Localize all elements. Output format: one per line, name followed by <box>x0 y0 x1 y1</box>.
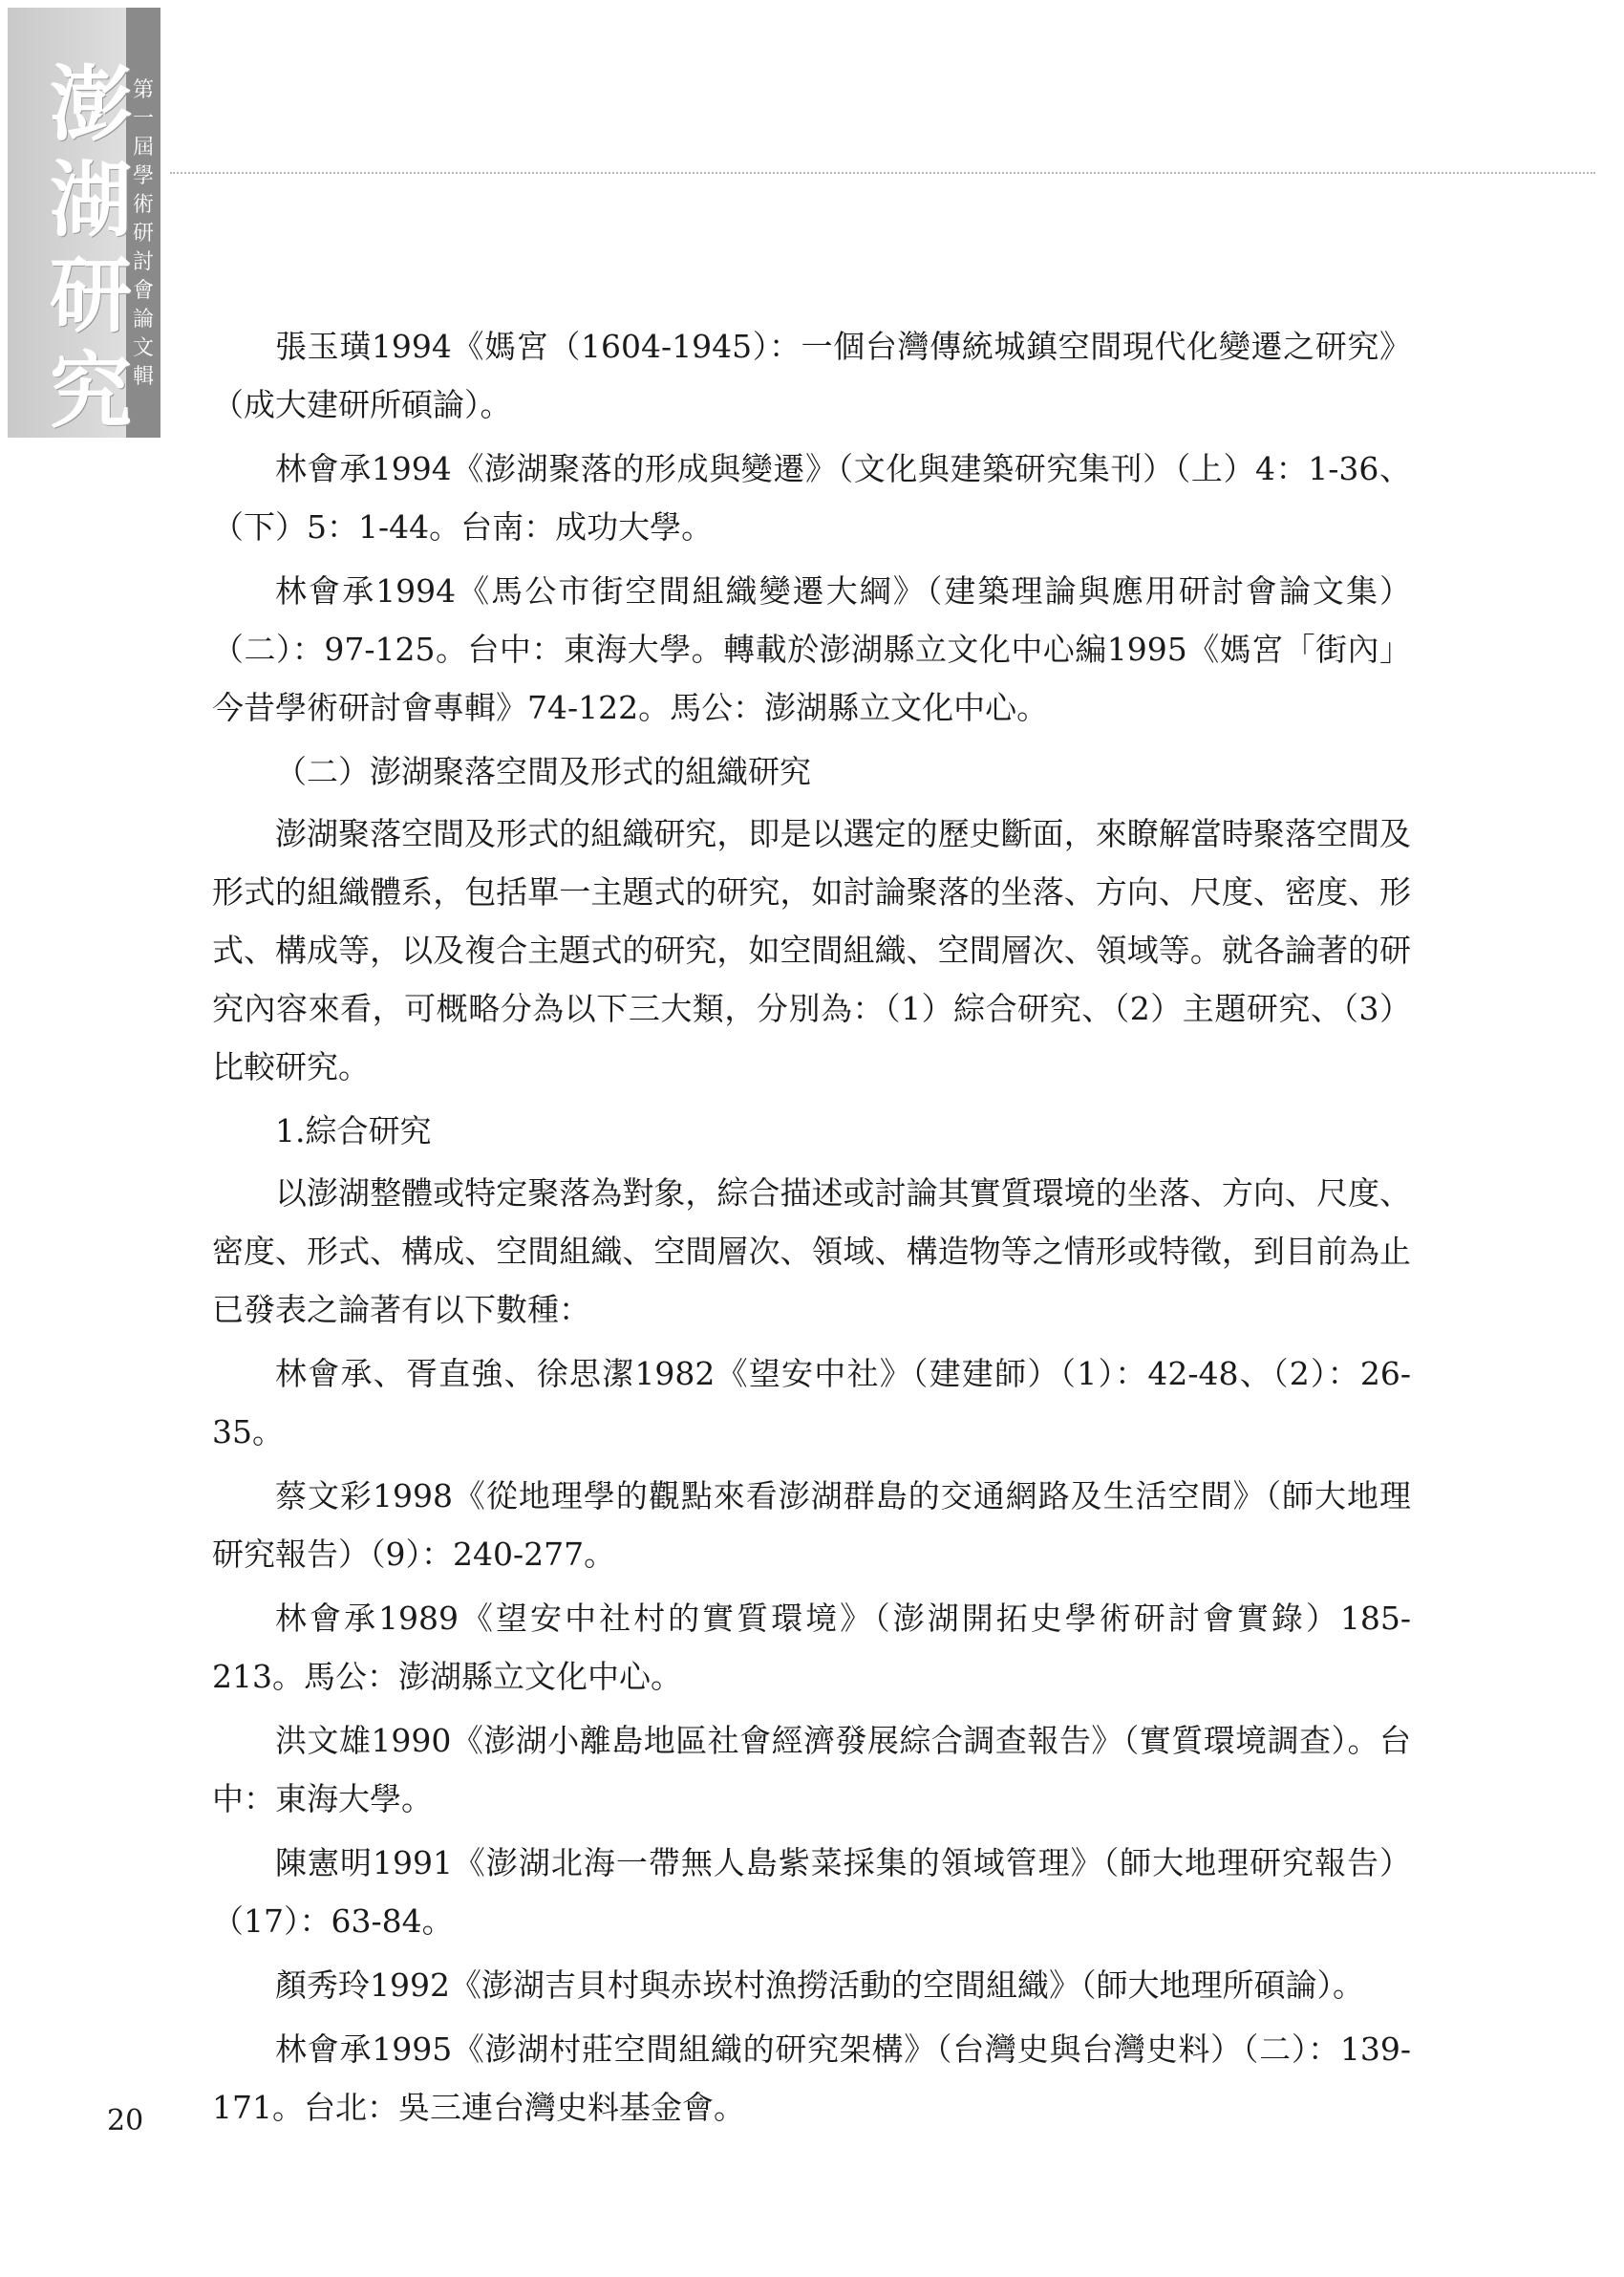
journal-title-char: 研 <box>50 247 132 344</box>
series-label-char: 學 <box>132 164 154 188</box>
series-label <box>129 76 158 392</box>
section-heading: （二）澎湖聚落空間及形式的組織研究 <box>275 753 811 790</box>
series-label-char: 第 <box>132 78 154 102</box>
reference-entry: 洪文雄1990《澎湖小離島地區社會經濟發展綜合調查報告》（實質環境調查）。台中：東海大學。 <box>212 1722 1411 1817</box>
reference-entry: 林會承1994《澎湖聚落的形成與變遷》（文化與建築研究集刊）（上）4：1-36、（下）5：1-44。台南：成功大學。 <box>212 450 1411 546</box>
reference-entry: 顏秀玲1992《澎湖吉貝村與赤崁村漁撈活動的空間組織》（師大地理所碩論）。 <box>275 1966 1364 2004</box>
reference-entry: 張玉璜1994《媽宮（1604-1945）：一個台灣傳統城鎮空間現代化變遷之研究》（成大建研所碩論）。 <box>212 328 1411 423</box>
reference-entry: 蔡文彩1998《從地理學的觀點來看澎湖群島的交通網路及生活空間》（師大地理研究報告）（9）：240-277。 <box>212 1477 1411 1573</box>
series-label-char: 論 <box>132 308 154 332</box>
subsection-heading: 1.綜合研究 <box>275 1112 432 1149</box>
series-label-char: 研 <box>132 222 154 246</box>
body-text <box>212 317 1411 2142</box>
journal-title-char: 究 <box>50 343 132 440</box>
series-label-char: 術 <box>132 193 154 217</box>
series-label-char: 一 <box>132 107 154 131</box>
body-paragraph: 以澎湖整體或特定聚落為對象，綜合描述或討論其實質環境的坐落、方向、尺度、密度、形式、構成、空間組織、空間層次、領域、構造物等之情形或特徵，到目前為止已發表之論著有以下數種： <box>212 1174 1411 1328</box>
header-dotted-rule <box>170 172 1595 174</box>
reference-entry: 林會承1989《望安中社村的實質環境》（澎湖開拓史學術研討會實錄）185-213。馬公：澎湖縣立文化中心。 <box>212 1600 1411 1695</box>
body-paragraph: 澎湖聚落空間及形式的組織研究，即是以選定的歷史斷面，來瞭解當時聚落空間及形式的組織體系，包括單一主題式的研究，如討論聚落的坐落、方向、尺度、密度、形式、構成等，以及複合主題式的研究，如空間組織、空間層次、領域等。就各論著的研究內容來看，可概略分為以下三大類，分別為：（1）綜合研究、（2）主題研究、（3）比較研究。 <box>212 815 1411 1085</box>
series-label-char: 文 <box>132 336 154 360</box>
page-number: 20 <box>107 2104 144 2137</box>
series-label-char: 輯 <box>132 365 154 389</box>
series-label-char: 討 <box>132 250 154 274</box>
journal-title-char: 澎 <box>50 56 132 153</box>
series-label-char: 會 <box>132 279 154 303</box>
reference-entry: 林會承、胥直強、徐思潔1982《望安中社》（建建師）（1）：42-48、（2）：26-35。 <box>212 1355 1411 1450</box>
reference-entry: 林會承1995《澎湖村莊空間組織的研究架構》（台灣史與台灣史料）（二）：139-171。台北：吳三連台灣史料基金會。 <box>212 2030 1411 2126</box>
series-label-char: 屆 <box>132 136 154 160</box>
reference-entry: 林會承1994《馬公市街空間組織變遷大綱》（建築理論與應用研討會論文集）（二）：97-125。台中：東海大學。轉載於澎湖縣立文化中心編1995《媽宮「街內」今昔學術研討會專輯》74-122。馬公：澎湖縣立文化中心。 <box>212 572 1411 726</box>
journal-title <box>48 57 134 440</box>
reference-entry: 陳憲明1991《澎湖北海一帶無人島紫菜採集的領域管理》（師大地理研究報告）（17）：63-84。 <box>212 1844 1411 1940</box>
journal-title-char: 湖 <box>50 152 132 248</box>
